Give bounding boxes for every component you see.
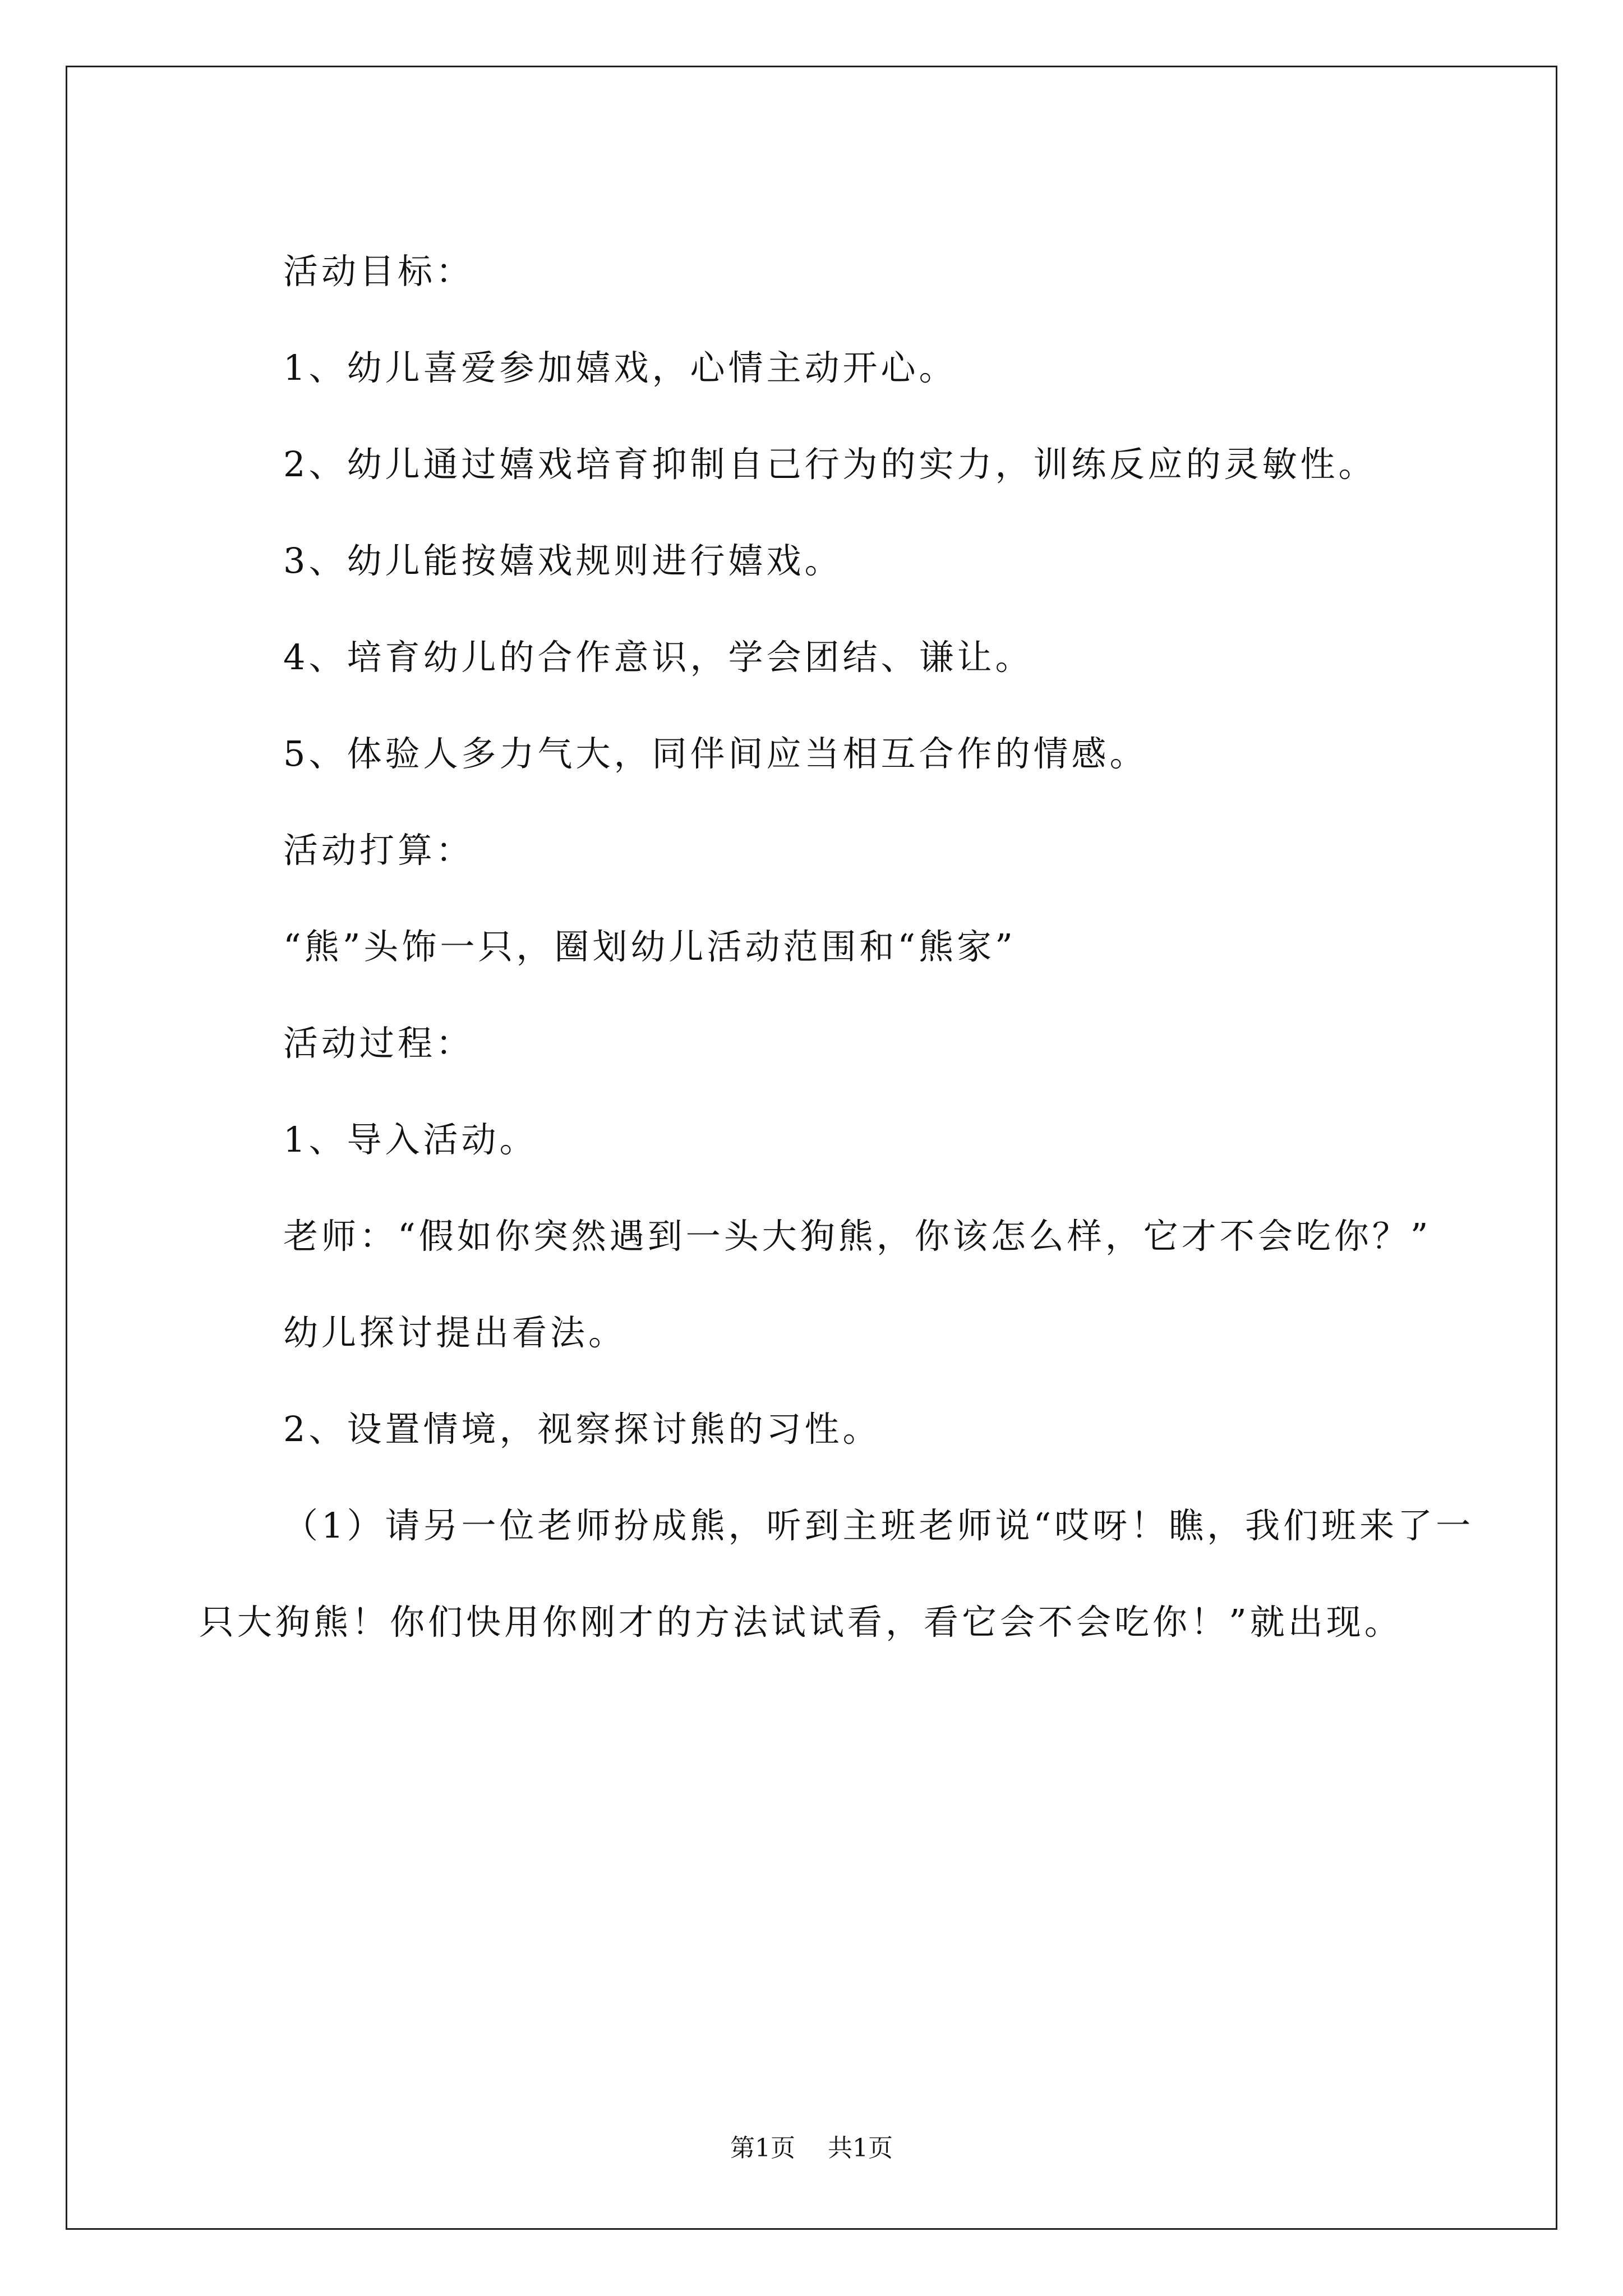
process-step-1: 1、导入活动。 xyxy=(283,1119,538,1160)
children-discussion: 幼儿探讨提出看法。 xyxy=(283,1312,627,1353)
process-step-2: 2、设置情境，视察探讨熊的习性。 xyxy=(283,1409,881,1450)
goal-item-4: 4、培育幼儿的合作意识，学会团结、谦让。 xyxy=(283,637,1034,678)
goal-item-3: 3、幼儿能按嬉戏规则进行嬉戏。 xyxy=(283,540,843,581)
process-step-2-detail: （1）请另一位老师扮成熊，听到主班老师说“哎呀！瞧，我们班来了一只大狗熊！你们快用你刚才的方法试试看，看它会不会吃你！”就出现。 xyxy=(199,1505,1474,1642)
page-total: 共1页 xyxy=(828,2134,893,2162)
goal-item-5: 5、体验人多力气大，同伴间应当相互合作的情感。 xyxy=(283,733,1148,774)
goal-item-1: 1、幼儿喜爱参加嬉戏，心情主动开心。 xyxy=(283,347,957,388)
page-number: 第1页 xyxy=(730,2134,795,2162)
heading-activity-preparation: 活动打算： xyxy=(283,830,474,871)
teacher-question: 老师：“假如你突然遇到一头大狗熊，你该怎么样，它才不会吃你？” xyxy=(283,1216,1432,1257)
goal-item-2: 2、幼儿通过嬉戏培育抑制自己行为的实力，训练反应的灵敏性。 xyxy=(283,444,1377,485)
page-footer xyxy=(0,2132,1623,2165)
heading-activity-goals: 活动目标： xyxy=(283,251,474,292)
heading-activity-process: 活动过程： xyxy=(283,1023,474,1064)
document-body xyxy=(199,223,1478,1671)
preparation-text: “熊”头饰一只，圈划幼儿活动范围和“熊家” xyxy=(283,926,1016,967)
